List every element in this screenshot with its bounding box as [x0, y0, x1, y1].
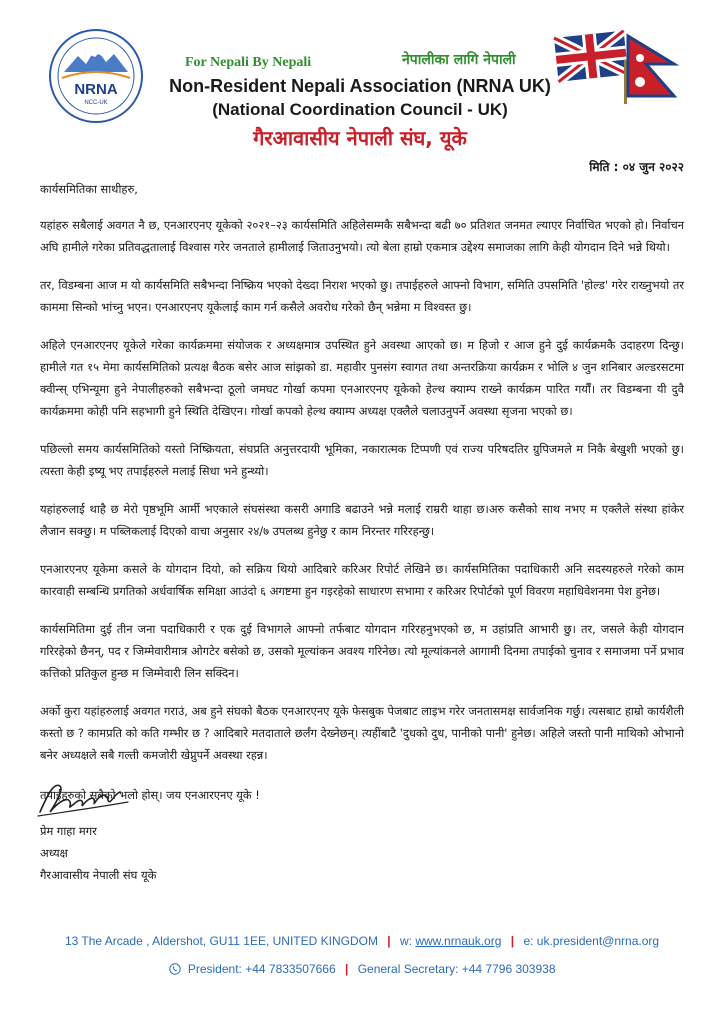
paragraph: कार्यसमितिमा दुई तीन जना पदाधिकारी र एक दुई विभागले आफ्नो तर्फबाट योगदान गरिरहनुभएको छ, म उहांप्रति आभारी छु। तर, जसले केही योगदान गरिरहेको छैनन्, पद र जिम्मेवारीमात्र ओगटेर बसेको छ, उसको मूल्यांकन अवश्य गरिनेछ। त्यो मूल्यांकनले आगामी दिनमा तपाईको चुनाव र समाजमा पर्ने प्रभाव कत्तिको प्रतिकुल हुन्छ म जिम्मेवारी लिन सक्दिन। [40, 622, 684, 680]
footer-separator: | [387, 934, 391, 948]
president-phone: President: +44 7833507666 [187, 962, 336, 976]
salutation: कार्यसमितिका साथीहरु, [40, 182, 138, 196]
secretary-phone: General Secretary: +44 7796 303938 [357, 962, 556, 976]
letter-body [40, 178, 684, 822]
organization-council: (National Coordination Council - UK) [212, 100, 508, 119]
paragraph: तर, विडम्बना आज म यो कार्यसमिति सबैभन्दा निष्क्रिय भएको देख्दा निराश भएको छु। तपाईहरुले आफ्नो विभाग, समिति उपसमिति 'होल्ड' गरेर राख्नुभयो तर काममा सिन्को भांच्नु भएन। एनआरएनए यूकेलाई काम गर्न कसैले अवरोध गरेको छैन् भन्नेमा म विश्वस्त छु। [40, 278, 684, 314]
signatory-name: प्रेम गाहा मगर [40, 824, 97, 838]
footer-contact-line [0, 934, 724, 948]
organization-name-nepali: गैरआवासीय नेपाली संघ, यूके [253, 126, 467, 150]
website-link[interactable]: www.nrnauk.org [415, 934, 502, 948]
organization-name: Non-Resident Nepali Association (NRNA UK) [169, 76, 551, 96]
footer-separator: | [344, 962, 349, 976]
footer-phone-line [0, 962, 724, 976]
paragraph: पछिल्लो समय कार्यसमितिको यस्तो निष्क्रियता, संघप्रति अनुत्तरदायी भूमिका, नकारात्मक टिप्पणी एवं राज्य परिषदतिर ग्रुपिजमले म निकै बेखुशी भएको छु। त्यस्ता केही इष्यू भए तपाईहरुले मलाई सिधा भने हुन्थ्यो। [40, 442, 684, 478]
logo-text: NRNA [74, 81, 118, 98]
signatory-organization: गैरआवासीय नेपाली संघ यूके [40, 868, 157, 882]
nrna-logo [48, 28, 144, 124]
paragraph: अर्को कुरा यहांहरुलाई अवगत गराउं, अब हुने संघको बैठक एनआरएनए यूके फेसबुक पेजबाट लाइभ गरेर जनतासमक्ष सार्वजनिक गर्छु। त्यसबाट हाम्रो कार्यशैली कस्तो छ ? कामप्रति को कति गम्भीर छ ? आदिबारे मतदाताले छर्लंग देख्नेछन्। त्यहींबाटै 'दुधको दुध, पानीको पानी' हुनेछ। अहिले जस्तो पानी माथिको ओभानो बनेर अध्यक्षले सबै गल्ती कमजोरी खेप्नुपर्ने अवस्था रहन्न। [40, 704, 684, 762]
footer-email-label: e: [523, 934, 534, 948]
paragraph: यहांहरुलाई थाहै छ मेरो पृष्ठभूमि आर्मी भएकाले संघसंस्था कसरी अगाडि बढाउने भन्ने मलाई राम्ररी थाहा छ।अरु कसैको साथ नभए म एक्लैले संस्था हांकेर लैजान सक्छु। म पब्लिकलाई दिएको वाचा अनुसार २४/७ उपलब्ध हुनेछु र काम निरन्तर गरिरहन्छु। [40, 502, 684, 538]
footer-separator: | [510, 934, 515, 948]
handwritten-signature [34, 772, 134, 824]
closing-line: तपाईहरुको सबैको भलो होस्। जय एनआरएनए यूके ! [40, 788, 260, 802]
email-link[interactable]: uk.president@nrna.org [536, 934, 660, 948]
tagline-nepali: नेपालीका लागि नेपाली [402, 52, 516, 68]
footer-address: 13 The Arcade , Aldershot, GU11 1EE, UNITED KINGDOM [64, 934, 378, 948]
paragraph: यहांहरु सबैलाई अवगत नै छ, एनआरएनए यूकेको २०२१–२३ कार्यसमिति अहिलेसम्मकै सबैभन्दा बढी ७० प्रतिशत जनमत ल्याएर निर्वाचित भएको हो। निर्वाचन अघि हामीले गरेका प्रतिवद्धतालाई विश्वास गरेर जनताले हामीलाई जिताउनुभयो। त्यो बेला हाम्रो एकमात्र उद्देश्य समाजका लागि केही योगदान दिने भन्ने थियो। [40, 218, 684, 254]
uk-nepal-flags-icon [552, 30, 682, 106]
paragraph: अहिले एनआरएनए यूकेले गरेका कार्यक्रममा संयोजक र अध्यक्षमात्र उपस्थित हुने अवस्था आएको छ। म हिजो र आज हुने दुई कार्यक्रमकै उदाहरण दिन्छु। हामीले गत १५ मेमा कार्यसमितिको प्रत्यक्ष बैठक बसेर आज सांझको डा. महावीर पुनसंग स्वागत तथा अन्तरक्रिया कार्यक्रम र भोलि ४ जुन शनिबार अल्डरसटमा क्वीन्स् एभिन्यूमा हुने नेपालीहरुको सबैभन्दा ठूलो जमघट गोर्खा कपमा एनआरएनए यूकेको हेल्थ क्याम्प राख्ने कार्यक्रम पारित गर्यौं। तर विडम्बना यी दुवै कार्यक्रममा कोही पनि सहभागी हुने स्थिति देखिएन। गोर्खा कपको हेल्थ क्याम्प अध्यक्ष एक्लैले चलाउनुपर्ने अवस्था सृजना भएको छ। [40, 338, 684, 418]
signature-block [40, 820, 156, 886]
letter-date: मिति : ०४ जुन २०२२ [589, 160, 684, 174]
phone-icon [169, 963, 181, 975]
signatory-title: अध्यक्ष [40, 846, 68, 860]
tagline-english: For Nepali By Nepali [185, 55, 312, 70]
logo-subtext: NCC-UK [84, 100, 108, 106]
footer-web-label: w: [400, 934, 412, 948]
paragraph: एनआरएनए यूकेमा कसले के योगदान दियो, को सक्रिय थियो आदिबारे करिअर रिपोर्ट लेखिने छ। कार्यसमितिका पदाधिकारी अनि सदस्यहरुले गरेको काम कारवाही सम्बन्धि प्रगतिको अर्धवार्षिक समिक्षा आउंदो ६ अगष्टमा हुन गइरहेको साधारण सभामा र करिअर रिपोर्टको पूर्ण विवरण महाधिवेशनमा पेश हुनेछ। [40, 562, 684, 598]
